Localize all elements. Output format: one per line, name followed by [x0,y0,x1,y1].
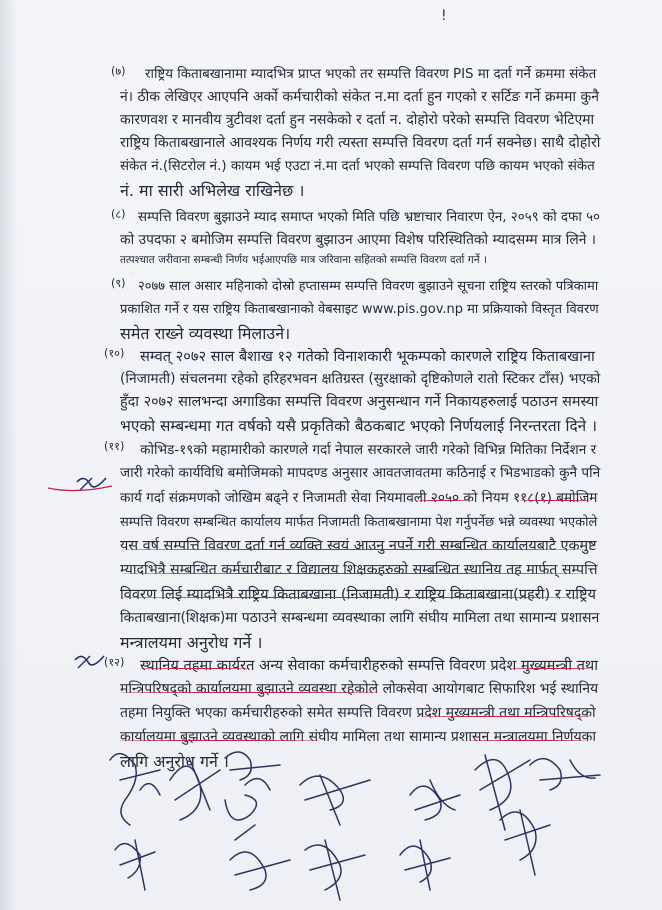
paragraph-11-line: कार्य गर्दा संक्रमणको जोखिम बढ्ने र निजामती सेवा नियमावली २०५० को नियम ११८(१) बमोजिम [120,490,598,506]
signature-6 [410,780,460,820]
paragraph-12-line: लागि अनुरोध गर्ने । [120,752,229,771]
paragraph-9-line: समेत राख्ने व्यवस्था मिलाउने। [120,324,291,343]
page-mark: ! [441,8,447,24]
paragraph-10-line: (निजामती) संचलनमा रहेको हरिहरभवन क्षतिग्रस्त (सुरक्षाको दृष्टिकोणले रातो स्टिकर टाँस) भएको [120,371,601,387]
red-underline [420,716,590,717]
margin-check-mark [70,648,110,678]
paragraph-12-line: स्थानिय तहमा कार्यरत अन्य सेवाका कर्मचारीहरुको सम्पत्ति विवरण प्रदेश मुख्यमन्त्री तथा [140,657,599,674]
paragraph-10-line: भएको सम्बन्धमा गत वर्षको यसै प्रकृतिको बैठकबाट भएको निर्णयलाई निरन्तरता दिने । [120,417,597,435]
paragraph-10-number: (१०) [104,347,125,360]
red-underline [510,668,590,669]
red-underline [520,500,590,501]
paragraph-12-line: तहमा नियुक्ति भएका कर्मचारीहरुको समेत सम्पत्ति विवरण प्रदेश मुख्यमन्त्री तथा मन्त्रिपरिषद्को [120,705,596,721]
signature-5 [300,775,370,825]
signature-2 [170,760,220,820]
paragraph-11-line: विवरण लिई म्यादभित्रै राष्ट्रिय किताबखाना (निजामती) र राष्ट्रिय किताबखाना(प्रहरी) र राष्ट्रिय [120,586,596,603]
paragraph-11-number: (११) [104,440,125,453]
scan-edge-shadow [0,0,18,910]
paragraph-7-number: (७) [111,65,126,78]
paragraph-8-line: को उपदफा २ बमोजिम सम्पत्ति विवरण बुझाउन आएमा विशेष परिस्थितिको म्यादसम्म मात्र लिने । [120,232,596,248]
paragraph-7-line: संकेत नं.(सिटरोल नं.) कायम भई एउटा नं.मा दर्ता भएको सम्पत्ति विवरण पछि कायम भएको संकेत [120,159,595,174]
paragraph-10-line: हुँदा २०७२ सालभन्दा अगाडिका सम्पत्ति विवरण अनुसन्धान गर्ने निकायहरुलाई पठाउन समस्या [120,394,599,410]
paragraph-9-line: २०७७ साल असार महिनाको दोस्रो हप्तासम्म सम्पत्ति विवरण बुझाउने सूचना राष्ट्रिय स्तरको पत्रिकामा [138,279,599,294]
paragraph-12-line: कार्यालयमा बुझाउने व्यवस्थाको लागि संघीय मामिला तथा सामान्य प्रशासन मन्त्रालयमा निर्णयका [120,729,597,745]
paragraph-11-line: कोभिड-१९को महामारीको कारणले गर्दा नेपाल सरकारले जारी गरेको विभिन्न मितिका निर्देशन र [140,442,597,458]
paragraph-8-line: सम्पत्ति विवरण बुझाउने म्याद समाप्त भएको मिति पछि भ्रष्टाचार निवारण ऐन, २०५९ को दफा ५० [138,210,601,225]
signature-4 [225,795,256,840]
paragraph-7-line: नं. मा सारी अभिलेख राखिनेछ । [120,181,305,200]
paragraph-10-line: सम्वत् २०७२ साल बैशाख १२ गतेको विनाशकारी भूकम्पको कारणले राष्ट्रिय किताबखाना [140,348,595,365]
signature-1 [110,754,160,825]
paragraph-7-line: कारणवश र मानवीय त्रुटीवश दर्ता हुन नसकेको र दर्ता न. दोहोरो परेको सम्पत्ति विवरण भेटिएमा [120,112,595,128]
red-underline [140,668,250,669]
signature-10 [230,852,290,890]
paragraph-11-line: सम्पत्ति विवरण सम्बन्धित कार्यालय मार्फत निजामती किताबखानामा पेश गर्नुपर्नेछ भन्ने व्यवस्था भएकोले [120,515,598,530]
paragraph-8-line: तत्पश्चात जरीवाना सम्बन्धी निर्णय भईआएपछि मात्र जरिवाना सहितको सम्पत्ति विवरण दर्ता गर्ने । [120,254,487,266]
paragraph-11-line: किताबखाना(शिक्षक)मा पठाउने सम्बन्धमा व्यवस्थाका लागि संघीय मामिला तथा सामान्य प्रशासन [120,610,600,626]
red-underline [418,500,468,501]
paragraph-7-line: नं। ठीक लेखिएर आएपनि अर्को कर्मचारीको संकेत न.मा दर्ता हुन गएको र सर्टिङ गर्ने क्रममा कुनै [120,89,599,105]
paragraph-11-line: म्यादभित्रै सम्बन्धित कर्मचारीबाट र विद्यालय शिक्षकहरुको सम्बन्धित स्थानिय तह मार्फत् सम्पत्ति [120,562,598,578]
paragraph-11-line: यस वर्ष सम्पत्ति विवरण दर्ता गर्न व्यक्ति स्वयं आउनु नपर्ने गरी सम्बन्धित कार्यालयबाटै एकमुष्ट [120,538,597,554]
paragraph-7-line: राष्ट्रिय किताबखानाले आवश्यक निर्णय गरी त्यस्ता सम्पत्ति विवरण दर्ता गर्न सक्नेछ। साथै दोहोरो [120,135,601,151]
paragraph-11-line: मन्त्रालयमा अनुरोध गर्ने । [120,633,263,652]
signature-12 [400,840,450,890]
signature-13 [500,810,550,875]
paragraph-9-line: प्रकाशित गर्ने र यस राष्ट्रिय किताबखानाको वेबसाइट www.pis.gov.np मा प्रक्रियाको विस्तृत विवरण [120,302,599,317]
paragraph-8-number: (८) [111,208,126,221]
signature-9 [115,840,155,890]
paragraph-12-line: मन्त्रिपरिषद्को कार्यालयमा बुझाउने व्यवस्था रहेकोले लोकसेवा आयोगबाट सिफारिश भई स्थानिय [120,681,599,697]
signatures-block [80,740,620,910]
signature-11 [305,840,365,900]
paragraph-7-line: राष्ट्रिय किताबखानामा म्यादभित्र प्राप्त भएको तर सम्पत्ति विवरण PIS मा दर्ता गर्ने क्रममा संकेत [145,67,597,82]
margin-red-stroke [46,480,116,496]
paragraph-9-number: (९) [111,277,126,290]
paragraph-11-line: जारी गरेको कार्यविधि बमोजिमको मापदण्ड अनुसार आवतजावतमा कठिनाई र भिडभाडको कुनै पनि [120,465,601,481]
signature-3 [225,752,280,790]
signature-8 [530,759,600,790]
paragraph-12-number: (१२) [104,656,125,669]
red-underline [120,692,380,693]
